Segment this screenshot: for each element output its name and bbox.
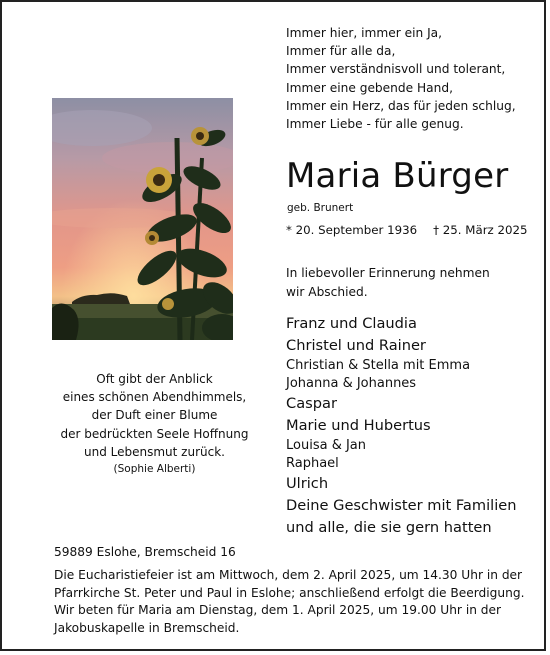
quote-line: Oft gibt der Anblick — [96, 372, 213, 386]
deceased-name: Maria Bürger — [286, 156, 509, 196]
quote-author: (Sophie Alberti) — [113, 463, 196, 476]
sunflower-sunset-image — [52, 98, 233, 340]
family-list — [286, 313, 516, 539]
family-member: Johanna & Johannes — [286, 376, 417, 391]
poem-line: Immer verständnisvoll und tolerant, — [286, 62, 506, 77]
poem-line: Immer Liebe - für alle genug. — [286, 117, 464, 132]
memory-line: In liebevoller Erinnerung nehmen — [286, 266, 490, 280]
service-line: Pfarrkirche St. Peter und Paul in Eslohe; anschließend erfolgt die Beerdigung. — [54, 585, 525, 600]
life-dates — [286, 223, 528, 237]
memory-line: wir Abschied. — [286, 284, 368, 299]
family-member: Deine Geschwister mit Familien — [286, 497, 517, 514]
quote — [42, 370, 267, 478]
family-member: Christel und Rainer — [286, 337, 426, 354]
quote-line: und Lebensmut zurück. — [84, 444, 225, 459]
quote-line: der bedrückten Seele Hoffnung — [60, 426, 249, 441]
memory-text — [286, 264, 490, 301]
service-details — [54, 567, 524, 637]
family-member: Christian & Stella mit Emma — [286, 358, 471, 373]
family-member: Louisa & Jan — [286, 438, 366, 453]
poem-line: Immer hier, immer ein Ja, — [286, 26, 443, 40]
quote-line: der Duft einer Blume — [91, 408, 218, 423]
service-line: Die Eucharistiefeier ist am Mittwoch, dem 2. April 2025, um 14.30 Uhr in der — [54, 568, 523, 582]
family-member: und alle, die sie gern hatten — [286, 519, 492, 536]
family-member: Franz und Claudia — [286, 315, 417, 332]
poem — [286, 24, 516, 133]
poem-line: Immer ein Herz, das für jeden schlug, — [286, 98, 516, 113]
poem-line: Immer eine gebende Hand, — [286, 80, 453, 95]
poem-line: Immer für alle da, — [286, 44, 396, 59]
quote-line: eines schönen Abendhimmels, — [62, 390, 247, 405]
family-member: Ulrich — [286, 475, 329, 492]
family-member: Raphael — [286, 456, 339, 471]
service-line: Wir beten für Maria am Dienstag, dem 1. April 2025, um 19.00 Uhr in der — [54, 603, 502, 617]
death-date: † 25. März 2025 — [433, 223, 528, 237]
birth-name: geb. Brunert — [287, 202, 354, 214]
family-member: Marie und Hubertus — [286, 417, 431, 434]
family-member: Caspar — [286, 395, 337, 412]
birth-date: * 20. September 1936 — [286, 223, 418, 237]
service-line: Jakobuskapelle in Bremscheid. — [54, 620, 240, 635]
address: 59889 Eslohe, Bremscheid 16 — [54, 545, 236, 559]
